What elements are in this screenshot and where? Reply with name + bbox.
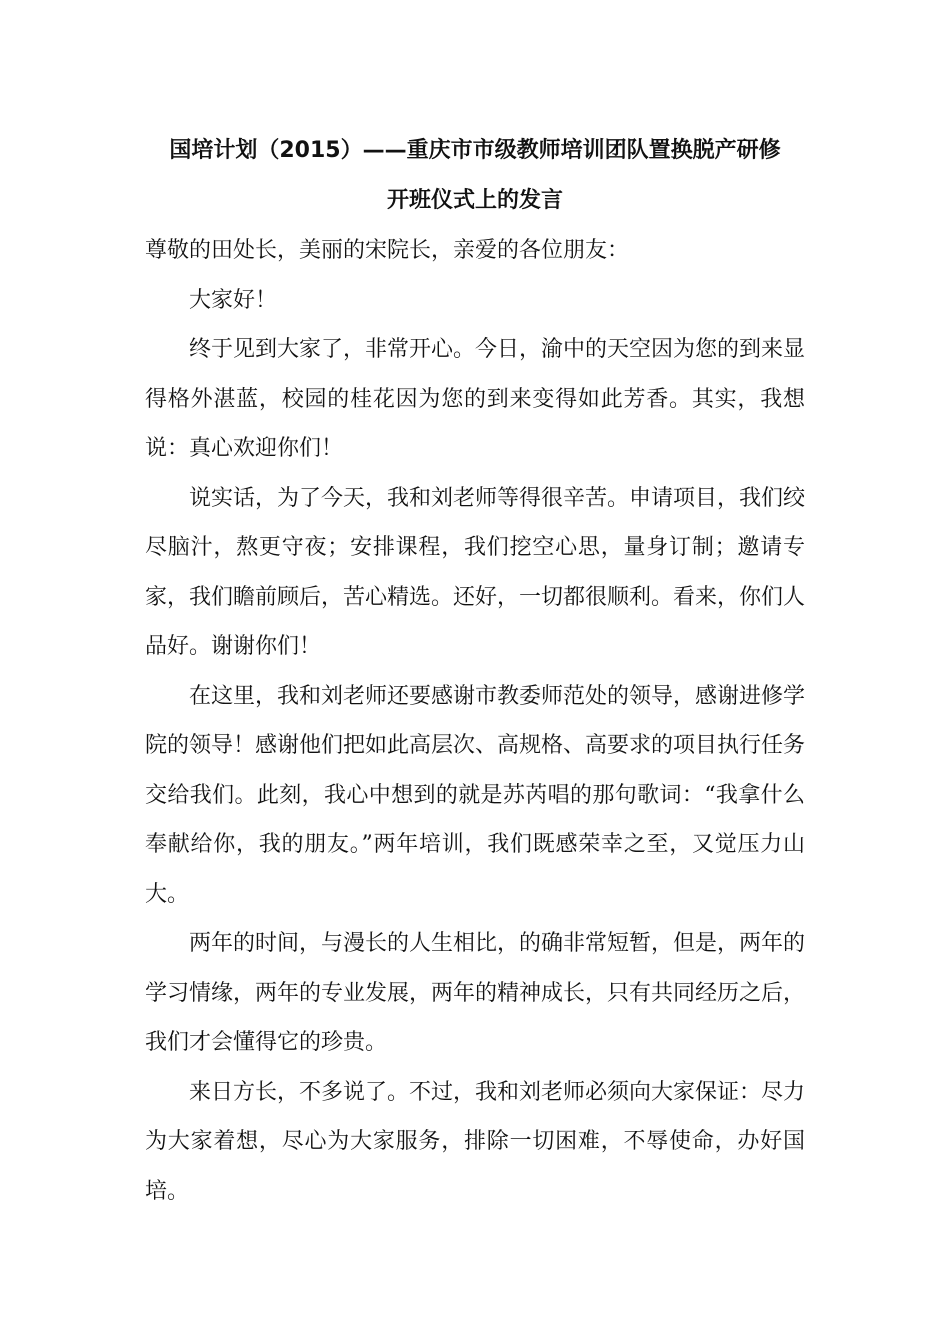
body-paragraph: 两年的时间，与漫长的人生相比，的确非常短暂，但是，两年的学习情缘，两年的专业发展，两年的精神成长，只有共同经历之后，我们才会懂得它的珍贵。 (145, 931, 806, 1055)
greeting-paragraph: 大家好！ (189, 287, 278, 313)
body-paragraph: 说实话，为了今天，我和刘老师等得很辛苦。申请项目，我们绞尽脑汁，熬更守夜；安排课程，我们挖空心思，量身订制；邀请专家，我们瞻前顾后，苦心精选。还好，一切都很顺利。看来，你们人品好。谢谢你们！ (145, 485, 806, 659)
document-body (145, 226, 805, 1216)
salutation-paragraph: 尊敬的田处长，美丽的宋院长，亲爱的各位朋友： (145, 238, 630, 263)
document-subtitle: 开班仪式上的发言 (386, 188, 563, 213)
body-paragraph: 终于见到大家了，非常开心。今日，渝中的天空因为您的到来显得格外湛蓝，校园的桂花因为您的到来变得如此芳香。其实，我想说：真心欢迎你们！ (145, 337, 806, 461)
body-paragraph: 在这里，我和刘老师还要感谢市教委师范处的领导，感谢进修学院的领导！感谢他们把如此高层次、高规格、高要求的项目执行任务交给我们。此刻，我心中想到的就是苏芮唱的那句歌词：“我拿什么奉献给你，我的朋友。”两年培训，我们既感荣幸之至，又觉压力山大。 (145, 683, 806, 907)
document-title: 国培计划（2015）——重庆市市级教师培训团队置换脱产研修 (169, 138, 781, 163)
closing-paragraph: 来日方长，不多说了。不过，我和刘老师必须向大家保证：尽力为大家着想，尽心为大家服务，排除一切困难，不辱使命，办好国培。 (145, 1079, 806, 1204)
